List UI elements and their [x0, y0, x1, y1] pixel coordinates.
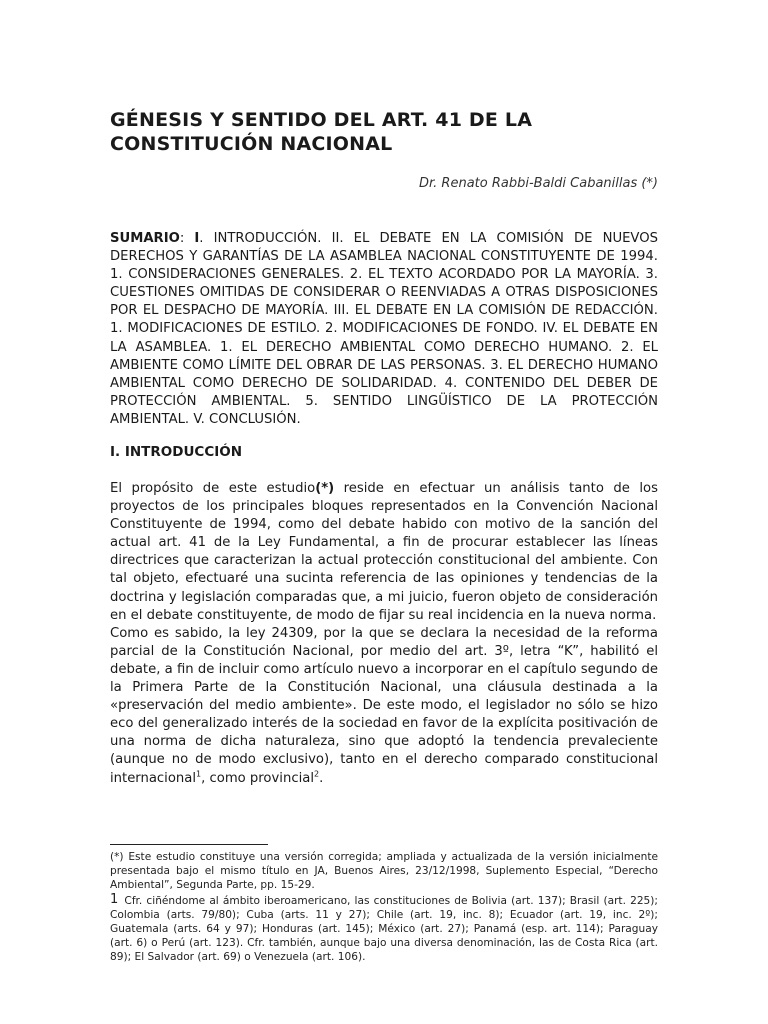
author-byline: Dr. Renato Rabbi-Baldi Cabanillas (*): [419, 176, 658, 191]
paragraph-1-rest: reside en efectuar un análisis tanto de los proyectos de los principales bloques representados en la Convención Nacional Constituyente de 1994, como del debate habido con motivo de la sanción del actual art. 41 de la Ley Fundamental, a fin de procurar establecer las líneas directrices que caracterizan la actual protección constitucional del ambiente. Con tal objeto, efectuaré una sucinta referencia de las opiniones y tendencias de la doctrina y legislación comparadas que, a mi juicio, fueron objeto de consideración en el debate constituyente, de modo de fijar su real incidencia en la nueva norma.: [110, 481, 658, 623]
paragraph-2-mid: , como provincial: [201, 770, 314, 786]
paragraph-2: [110, 625, 658, 788]
author-note-marker: (*): [315, 481, 335, 496]
title-line-1: GÉNESIS Y SENTIDO DEL ART. 41 DE LA: [110, 109, 533, 131]
footnote-1-text: Cfr. ciñéndome al ámbito iberoamericano, las constituciones de Bolivia (art. 137); Brasil (art. 225); Colombia (arts. 79/80); Cuba (arts. 11 y 27); Chile (art. 19, inc. 8); Ecuador (art. 19, inc. 2º); Guatemala (arts. 64 y 97); Honduras (art. 145); México (art. 27); Panamá (esp. art. 114); Paraguay (art. 6) o Perú (art. 123). Cfr. también, aunque bajo una diversa denominación, las de Costa Rica (art. 89); El Salvador (art. 69) o Venezuela (art. 106).: [110, 894, 658, 964]
footnote-ref-2[interactable]: 2: [314, 769, 320, 779]
summary-label: SUMARIO: [110, 231, 180, 246]
footnote-1: [110, 893, 658, 965]
section-heading: I. INTRODUCCIÓN: [110, 444, 243, 460]
paragraph-2-text: Como es sabido, la ley 24309, por la que se declara la necesidad de la reforma parcial de la Constitución Nacional, por medio del art. 3º, letra “K”, habilitó el debate, a fin de incluir como artículo nuevo a incorporar en el capítulo segundo de la Primera Parte de la Constitución Nacional, una cláusula destinada a la «preservación del medio ambiente». De este modo, el legislador no sólo se hizo eco del generalizado interés de la sociedad en favor de la explícita positivación de una norma de dicha naturaleza, sino que adoptó la tendencia prevaleciente (aunque no de modo exclusivo), tanto en el derecho comparado constitucional internacional: [110, 625, 658, 786]
footnotes: [110, 850, 658, 965]
paragraph-2-end: .: [319, 770, 324, 786]
body-text: [110, 480, 658, 788]
summary-block: SUMARIO: I. INTRODUCCIÓN. II. EL DEBATE EN LA COMISIÓN DE NUEVOS DERECHOS Y GARANTÍAS DE LA ASAMBLEA NACIONAL CONSTITUYENTE DE 1994. 1. CONSIDERACIONES GENERALES. 2. EL TEXTO ACORDADO POR LA MAYORÍA. 3. CUESTIONES OMITIDAS DE CONSIDERAR O REENVIADAS A OTRAS DISPOSICIONES POR EL DESPACHO DE MAYORÍA. III. EL DEBATE EN LA COMISIÓN DE REDACCIÓN. 1. MODIFICACIONES DE ESTILO. 2. MODIFICACIONES DE FONDO. IV. EL DEBATE EN LA ASAMBLEA. 1. EL DERECHO AMBIENTAL COMO DERECHO HUMANO. 2. EL AMBIENTE COMO LÍMITE DEL OBRAR DE LAS PERSONAS. 3. EL DERECHO HUMANO AMBIENTAL COMO DERECHO DE SOLIDARIDAD. 4. CONTENIDO DEL DEBER DE PROTECCIÓN AMBIENTAL. 5. SENTIDO LINGÜÍSTICO DE LA PROTECCIÓN AMBIENTAL. V. CONCLUSIÓN.: [110, 231, 658, 427]
footnote-star: (*) Este estudio constituye una versión corregida; ampliada y actualizada de la versión inicialmente presentada bajo el mismo título en JA, Buenos Aires, 23/12/1998, Suplemento Especial, “Derecho Ambiental”, Segunda Parte, pp. 15-29.: [110, 851, 658, 892]
footnote-divider: [110, 844, 268, 845]
summary-roman-numeral: I: [194, 231, 200, 246]
summary-text: INTRODUCCIÓN. II. EL DEBATE EN LA COMISIÓN DE NUEVOS DERECHOS Y GARANTÍAS DE LA ASAMBLEA NACIONAL CONSTITUYENTE DE 1994. 1. CONSIDERACIONES GENERALES. 2. EL TEXTO ACORDADO POR LA MAYORÍA. 3. CUESTIONES OMITIDAS DE CONSIDERAR O REENVIADAS A OTRAS DISPOSICIONES POR EL DESPACHO DE MAYORÍA. III. EL DEBATE EN LA COMISIÓN DE REDACCIÓN. 1. MODIFICACIONES DE ESTILO. 2. MODIFICACIONES DE FONDO. IV. EL DEBATE EN LA ASAMBLEA. 1. EL DERECHO AMBIENTAL COMO DERECHO HUMANO. 2. EL AMBIENTE COMO LÍMITE DEL OBRAR DE LAS PERSONAS. 3. EL DERECHO HUMANO AMBIENTAL COMO DERECHO DE SOLIDARIDAD. 4. CONTENIDO DEL DEBER DE PROTECCIÓN AMBIENTAL. 5. SENTIDO LINGÜÍSTICO DE LA PROTECCIÓN AMBIENTAL. V. CONCLUSIÓN.: [110, 231, 658, 427]
paragraph-1: [110, 480, 658, 625]
footnote-1-number: 1: [110, 891, 119, 907]
document-title: [110, 108, 670, 156]
footnote-ref-1[interactable]: 1: [196, 769, 202, 779]
paragraph-1-start: El propósito de este estudio: [110, 481, 316, 496]
title-line-2: CONSTITUCIÓN NACIONAL: [110, 133, 393, 155]
